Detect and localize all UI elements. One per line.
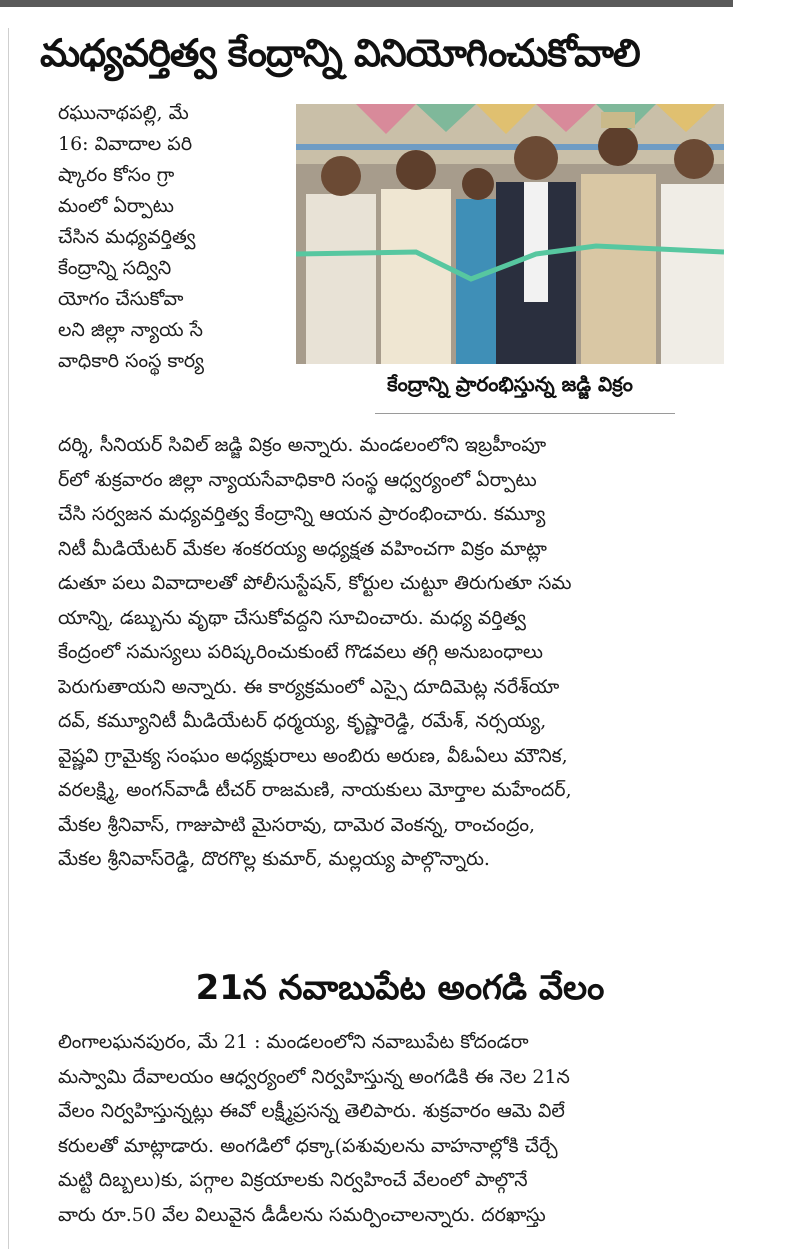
body-line: ర్‌లో శుక్రవారం జిల్లా న్యాయసేవాధికారి సంస్థ ఆధ్వర్యంలో ఏర్పాటు: [58, 468, 537, 491]
ribbon-cutting-photo: [296, 104, 724, 364]
body-line: పెరుగుతాయని అన్నారు. ఈ కార్యక్రమంలో ఎస్సై దూదిమెట్ల నరేశ్‌యా: [58, 675, 560, 698]
column-divider: [8, 28, 9, 1249]
article-1-lead-column: [58, 98, 278, 377]
body-line: చేసి సర్వజన మధ్యవర్తిత్వ కేంద్రాన్ని ఆయన ప్రారంభించారు. కమ్యూ: [58, 503, 546, 525]
article-2-body: [58, 1025, 748, 1232]
body-line: వారు రూ.50 వేల విలువైన డీడీలను సమర్పించాలన్నారు. దరఖాస్తు: [58, 1203, 546, 1226]
lead-line: మంలో ఏర్పాటు: [58, 195, 174, 217]
body-line: నిటీ మీడియేటర్ మేకల శంకరయ్య అధ్యక్షత వహించగా విక్రం మాట్లా: [58, 537, 547, 560]
caption-underline: [375, 413, 675, 414]
photo-illustration: [296, 104, 724, 364]
body-line: మట్టి దిబ్బలు)కు, పగ్గాల విక్రయాలకు నిర్వహించే వేలంలో పాల్గొనే: [58, 1169, 528, 1191]
article-1-headline: మధ్యవర్తిత్వ కేంద్రాన్ని వినియోగించుకోవాలి: [40, 31, 640, 75]
lead-line: 16: వివాదాల పరి: [58, 133, 193, 155]
body-line: దర్శి, సీనియర్ సివిల్ జడ్జి విక్రం అన్నారు. మండలంలోని ఇబ్రహీంపూ: [58, 434, 547, 456]
lead-line: ష్కారం కోసం గ్రా: [58, 164, 175, 186]
lead-line: చేసిన మధ్యవర్తిత్వ: [58, 226, 196, 248]
lead-line: వాధికారి సంస్థ కార్య: [58, 350, 204, 372]
lead-line: రఘునాథపల్లి, మే: [58, 102, 189, 124]
body-line: కేంద్రంలో సమస్యలు పరిష్కరించుకుంటే గొడవలు తగ్గి అనుబంధాలు: [58, 641, 543, 663]
body-line: కరులతో మాట్లాడారు. అంగడిలో ధక్కా(పశువులను వాహనాల్లోకి చేర్చే: [58, 1134, 558, 1157]
photo-caption: కేంద్రాన్ని ప్రారంభిస్తున్న జడ్జి విక్రం: [387, 372, 633, 396]
body-line: డుతూ పలు వివాదాలతో పోలీసుస్టేషన్, కోర్టుల చుట్టూ తిరుగుతూ సమ: [58, 572, 572, 594]
body-line: మేకల శ్రీనివాస్, గాజుపాటి మైసరావు, దామెర వెంకన్న, రాంచంద్రం,: [58, 813, 536, 836]
body-line: వేలం నిర్వహిస్తున్నట్లు ఈవో లక్ష్మీప్రసన్న తెలిపారు. శుక్రవారం ఆమె విలే: [58, 1100, 565, 1122]
article-1-body: [58, 428, 748, 877]
body-line: వైష్ణవి గ్రామైక్య సంఘం అధ్యక్షురాలు అంబిరు అరుణ, వీఓఏలు మౌనిక,: [58, 744, 568, 767]
lead-line: యోగం చేసుకోవా: [58, 288, 184, 310]
body-line: యాన్ని, డబ్బును వృథా చేసుకోవద్దని సూచించారు. మధ్య వర్తిత్వ: [58, 606, 527, 629]
body-line: లింగాలఘనపురం, మే 21 : మండలంలోని నవాబుపేట కోదండరా: [58, 1031, 529, 1053]
lead-line: కేంద్రాన్ని సద్విని: [58, 257, 172, 279]
top-border-rule: [0, 0, 733, 7]
lead-line: లని జిల్లా న్యాయ సే: [58, 319, 203, 341]
body-line: మేకల శ్రీనివాస్‌రెడ్డి, దొరగొల్ల కుమార్, మల్లయ్య పాల్గొన్నారు.: [58, 848, 490, 870]
body-line: దవ్, కమ్యూనిటీ మీడియేటర్ ధర్మయ్య, కృష్ణారెడ్డి, రమేశ్, నర్సయ్య,: [58, 710, 547, 732]
body-line: మస్వామి దేవాలయం ఆధ్వర్యంలో నిర్వహిస్తున్న అంగడికి ఈ నెల 21న: [58, 1065, 570, 1088]
article-2-headline: 21న నవాబుపేట అంగడి వేలం: [195, 968, 605, 1008]
body-line: వరలక్ష్మి, అంగన్‌వాడీ టీచర్ రాజమణి, నాయకులు మోర్తాల మహేందర్,: [58, 779, 572, 801]
